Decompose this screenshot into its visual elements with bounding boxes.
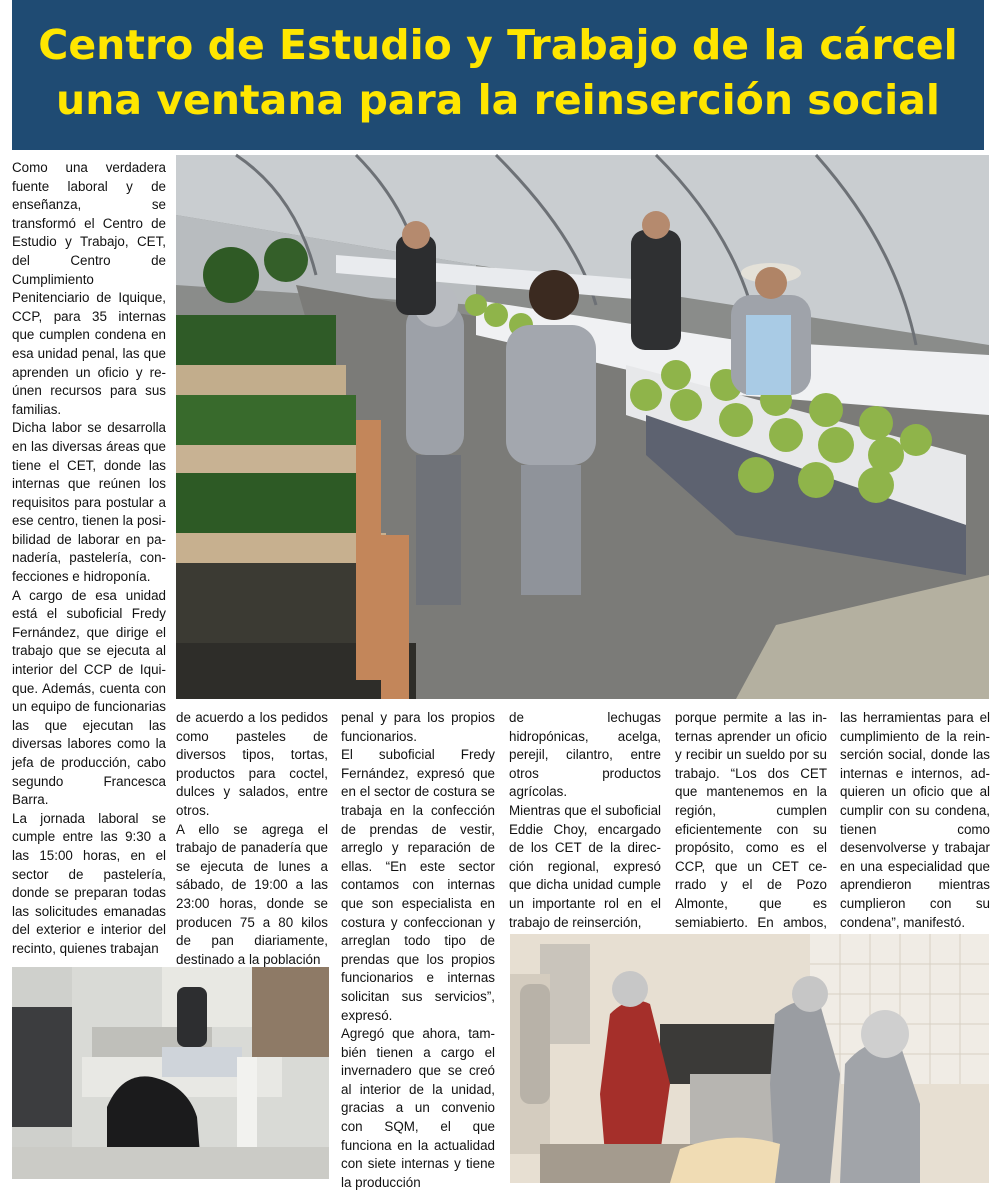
greenhouse-photo	[176, 155, 989, 699]
paragraph: Mientras que el suboficial Eddie Choy, encargado de los CET de la dirección regional, expresó que dicha unidad cumple un importante rol en el trabajo de reinserción,	[509, 802, 661, 930]
headline-line-1: Centro de Estudio y Trabajo de la cárcel	[38, 21, 958, 69]
paragraph: penal y para los propios funcionarios.	[341, 710, 495, 744]
text-column-6	[840, 709, 990, 931]
text-column-3	[341, 709, 495, 1189]
headline-line-2: una ventana para la reinserción social	[56, 76, 940, 124]
paragraph: Dicha labor se desarrolla en las diversas áreas que tiene el CET, donde las internas que reúnen los requisitos para postular a ese centro, tienen la posibilidad de laborar en panadería, pastelería, confecciones e hidroponía.	[12, 420, 166, 585]
headline	[12, 0, 984, 128]
paragraph: de lechugas hidropónicas, acelga, perejil, cilantro, entre otros productos agrícolas.	[509, 710, 661, 800]
paragraph: La jornada laboral se cumple entre las 9:30 a las 15:00 horas, en el sector de pastelería, donde se preparan todas las solicitudes emanadas del exterior e interior del recinto, quienes trabajan	[12, 810, 166, 956]
paragraph: Como una verdadera fuente laboral y de enseñanza, se transformó el Centro de Estudio y Trabajo, CET, del Centro de Cumplimiento Penitenciario de Iquique, CCP, para 35 internas que cumplen condena en esa unidad penal, las que aprenden un oficio y reúnen recursos para sus familias.	[12, 160, 166, 417]
paragraph: Agregó que ahora, también tienen a cargo el invernadero que se creó al interior de la unidad, gracias a un convenio con SQM, el que funciona en la actualidad con siete internas y tiene la producción	[341, 1026, 495, 1190]
text-column-4	[509, 709, 661, 931]
paragraph: las herramientas para el cumplimiento de la reinserción social, donde las internas e internos, adquieren un oficio que al cumplir con su condena, tienen como desenvolverse y trabajar en una especialidad que aprendieron mientras cumplieron con su condena”, manifestó.	[840, 710, 990, 930]
sewing-workshop-photo	[12, 967, 329, 1179]
paragraph: porque permite a las internas aprender un oficio y recibir un sueldo por su trabajo. “Los dos CET que mantenemos en la región, cumplen eficientemente con su propósito, como es el CCP, que un CET cerrado y el de Pozo Almonte, que es semiabierto. En ambos,	[675, 710, 827, 930]
headline-banner	[12, 0, 984, 150]
text-column-5	[675, 709, 827, 931]
text-column-1	[12, 159, 166, 956]
paragraph: de acuerdo a los pedidos como pasteles de diversos tipos, tortas, productos para coctel, dulces y salados, entre otros.	[176, 710, 328, 818]
text-column-2	[176, 709, 328, 967]
paragraph: El suboficial Fredy Fernández, expresó que en el sector de costura se trabaja en la confección de prendas de vestir, arreglo y reparación de ellas. “En este sector contamos con internas que son especialista en costura y confeccionan y arreglan todo tipo de prendas que los propios funcionarios e internas solicitan sus servicios”, expresó.	[341, 747, 495, 1023]
paragraph: A cargo de esa unidad está el suboficial Fredy Fernández, que dirige el trabajo que se ejecuta al interior del CCP de Iquique. Además, cuenta con un equipo de funcionarias las que ejecutan las diversas labores como la jefa de producción, cabo segundo Francesca Barra.	[12, 587, 166, 808]
paragraph: A ello se agrega el trabajo de panadería que se ejecuta de lunes a sábado, de 19:00 a las 23:00 horas, donde se producen 75 a 80 kilos de pan diariamente, destinado a la población	[176, 821, 328, 967]
bakery-photo	[510, 934, 989, 1183]
